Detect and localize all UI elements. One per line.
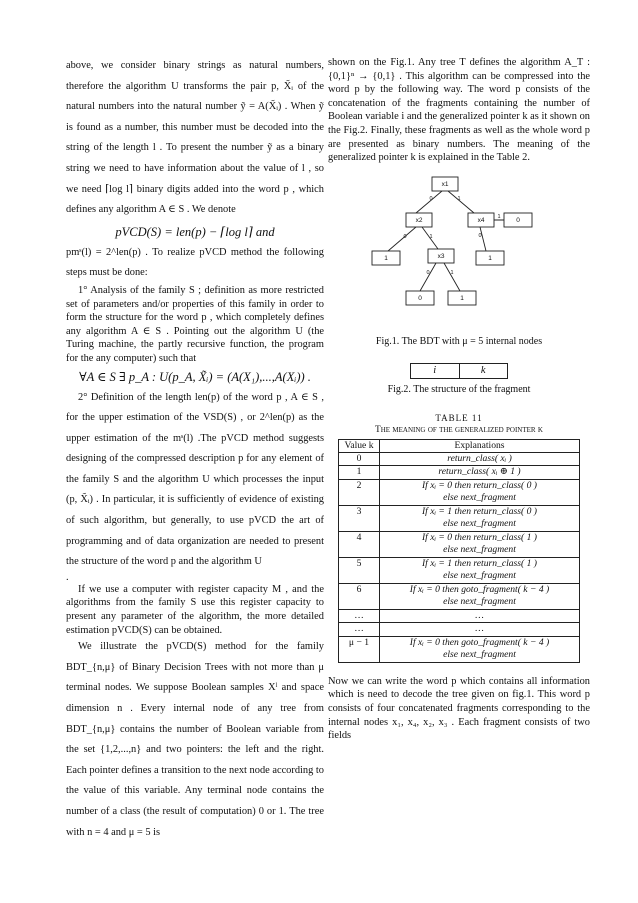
explanation-line-2: else next_fragment (443, 649, 516, 661)
table-cell-value: 6 (339, 583, 380, 609)
left-paragraph-bdt: We illustrate the pVCD(S) method for the family BDT_{n,μ} of Binary Decision Trees with not more than μ terminal nodes. We suppose Boolean samples Xˡ and space dimension n . Every internal node of any tree from BDT_{n,μ} contains the number of Boolean variable from the set {1,2,...,n} and two pointers: the left and the right. Each pointer defines a transition to the next node according to the value of this variable. Any terminal node contains the number of a class (the result of computation) 0 or 1. The tree with n = 4 and μ = 5 is (66, 641, 324, 838)
table-row (339, 479, 580, 505)
edge-label-x4-1: 1 (497, 213, 501, 220)
edge-label-x2-1: 1 (429, 233, 433, 240)
explanation-line-1: If xᵢ = 0 then return_class( 0 ) (421, 479, 537, 491)
fragment-field-i: i (433, 364, 437, 376)
table-title: The meaning of the generalized pointer k (375, 424, 543, 435)
left-period: . (66, 571, 69, 583)
explanation-line-1: If xᵢ = 0 then goto_fragment( k − 4 ) (409, 636, 550, 648)
fragment-structure (410, 363, 508, 379)
table-cell-explanation (380, 479, 580, 505)
table-cell-value: 2 (339, 479, 380, 505)
table-row (339, 466, 580, 480)
table-row (339, 452, 580, 466)
table-cell-value: … (339, 623, 380, 637)
edge-x3-leaf1 (444, 263, 460, 291)
label-x4: x4 (477, 216, 485, 224)
pointer-table (338, 439, 580, 663)
table-header-explanations: Explanations (380, 439, 580, 452)
edge-x3-leaf0 (420, 263, 436, 291)
edge-label-x2-0: 0 (403, 233, 407, 240)
table-cell-value: 0 (339, 452, 380, 466)
left-paragraph-step2: 2° Definition of the length len(p) of the word p , A ∈ S , for the upper estimation of the VSD(S) , or 2^len(p) as the upper estimation of the mˢ(l) .The pVCD method suggests designing of the compressed description p for any element of the family S and the algorithm U which processes the input (p, X̃ᵢ) . In particular, it is sufficiently of evidence of existing of such algorithm, but generally, to use pVCD the art of programming and of data organization are needed to present the structure of the word p and the algorithm U (66, 391, 324, 568)
edge-label-x3-0: 0 (426, 269, 430, 276)
label-x3: x3 (437, 252, 445, 260)
edge-label-x1-0: 0 (429, 195, 433, 202)
explanation-line-2: else next_fragment (443, 544, 516, 556)
left-paragraph-1: above, we consider binary strings as natural numbers, therefore the algorithm U transforms the pair p, X̃ᵢ of the natural numbers into the natural number ỹ = A(X̃ᵢ) . When ỹ is found as a number, this number must be decoded into the string of the length l . To present the number ỹ as a binary string we need to have information about the value of l , so we need ⌈log l⌉ binary digits added into the word p , which defines any algorithm A ∈ S . We denote (66, 60, 324, 216)
explanation-line-1: return_class( xᵢ ) (447, 452, 512, 464)
label-x1: x1 (441, 180, 449, 188)
explanation-line-2: else next_fragment (443, 492, 516, 504)
table-row (339, 623, 580, 637)
explanation-line-1: … (475, 609, 484, 621)
table-cell-explanation (380, 452, 580, 466)
explanation-line-1: If xᵢ = 0 then return_class( 1 ) (421, 531, 537, 543)
label-leaf-e: 1 (460, 294, 464, 302)
table-row (339, 557, 580, 583)
right-column (328, 56, 590, 743)
table-row (339, 636, 580, 662)
edge-label-x4-0: 0 (478, 232, 482, 239)
figure-bdt (328, 171, 590, 331)
explanation-line-2: else next_fragment (443, 596, 516, 608)
fragment-field-k: k (459, 364, 508, 378)
table-row (339, 505, 580, 531)
equation-forall: ∀A ∈ S ∃ p_A : U(p_A, X̃ᵢ) = (A(X₁),...,A(Xᵢ)) . (79, 369, 311, 384)
edge-label-x3-1: 1 (450, 269, 454, 276)
figure-1-caption: Fig.1. The BDT with μ = 5 internal nodes (375, 335, 543, 347)
table-cell-explanation (380, 505, 580, 531)
table-cell-explanation (380, 531, 580, 557)
figure-2-caption: Fig.2. The structure of the fragment (387, 383, 531, 395)
left-paragraph-step1: 1° Analysis of the family S ; definition as more restricted set of parameters and/or properties of this family in order to form the structure for the word p , which completely defines any algorithm A ∈ S . Pointing out the algorithm U (the Turing machine, the partly recursive function, the program for the any computer) such that (66, 284, 324, 364)
table-cell-value: 1 (339, 466, 380, 480)
equation-pvcd: pVCD(S) = len(p) − ⌈log l⌉ and (115, 224, 275, 239)
table-cell-value: 4 (339, 531, 380, 557)
explanation-line-1: If xᵢ = 1 then return_class( 1 ) (421, 557, 537, 569)
table-cell-value: μ − 1 (339, 636, 380, 662)
right-paragraph-2: Now we can write the word p which contains all information which is need to decode the tree given on fig.1. This word p consists of four concatenated fragments corresponding to the internal nodes x₁, x₄, x₂, x₃ . Each fragment consists of two fields (328, 675, 590, 742)
explanation-line-1: return_class( xᵢ ⊕ 1 ) (438, 466, 521, 478)
explanation-line-1: If xᵢ = 1 then return_class( 0 ) (421, 505, 537, 517)
label-leaf-a: 1 (384, 254, 388, 262)
table-cell-explanation (380, 583, 580, 609)
left-paragraph-register: If we use a computer with register capacity M , and the algorithms from the family S use this register capacity to present any parameter of the algorithm, the more detailed estimation pVCD(S) can be obtained. (66, 583, 324, 636)
bdt-tree-diagram (328, 171, 590, 331)
left-column (66, 56, 324, 843)
edge-x2-leaf (388, 227, 416, 251)
table-cell-value: 5 (339, 557, 380, 583)
label-leaf-b: 1 (488, 254, 492, 262)
table-cell-explanation (380, 623, 580, 637)
label-x2: x2 (415, 216, 423, 224)
right-paragraph-1: shown on the Fig.1. Any tree T defines the algorithm A_T : {0,1}ⁿ → {0,1} . This algorithm can be compressed into the word p by the following way. The word p consists of the concatenation of the fragments containing the number of Boolean variable i and the generalized pointer k as it shown on the Fig.2. Finally, these fragments as well as the whole word p are presented as binary numbers. The meaning of the generalized pointer k is explained in the Table 2. (328, 57, 590, 164)
table-row (339, 531, 580, 557)
table-cell-value: 3 (339, 505, 380, 531)
table-cell-value: … (339, 609, 380, 623)
table-cell-explanation (380, 636, 580, 662)
table-number: TABLE 11 (435, 412, 483, 423)
table-row (339, 583, 580, 609)
table-cell-explanation (380, 609, 580, 623)
explanation-line-1: If xᵢ = 0 then goto_fragment( k − 4 ) (409, 583, 550, 595)
edge-x1-x4 (448, 191, 474, 213)
label-leaf-c: 0 (516, 216, 520, 224)
edge-label-x1-1: 1 (457, 195, 461, 202)
table-header-value: Value k (339, 439, 380, 452)
table-cell-explanation (380, 557, 580, 583)
explanation-line-1: … (475, 623, 484, 635)
edge-x4-leaf1 (480, 227, 486, 251)
table-cell-explanation (380, 466, 580, 480)
explanation-line-2: else next_fragment (443, 570, 516, 582)
explanation-line-2: else next_fragment (443, 518, 516, 530)
label-leaf-d: 0 (418, 294, 422, 302)
left-paragraph-2: pmˢ(l) = 2^len(p) . To realize pVCD method the following steps must be done: (66, 246, 324, 279)
edge-x1-x2 (416, 191, 442, 213)
table-row (339, 609, 580, 623)
